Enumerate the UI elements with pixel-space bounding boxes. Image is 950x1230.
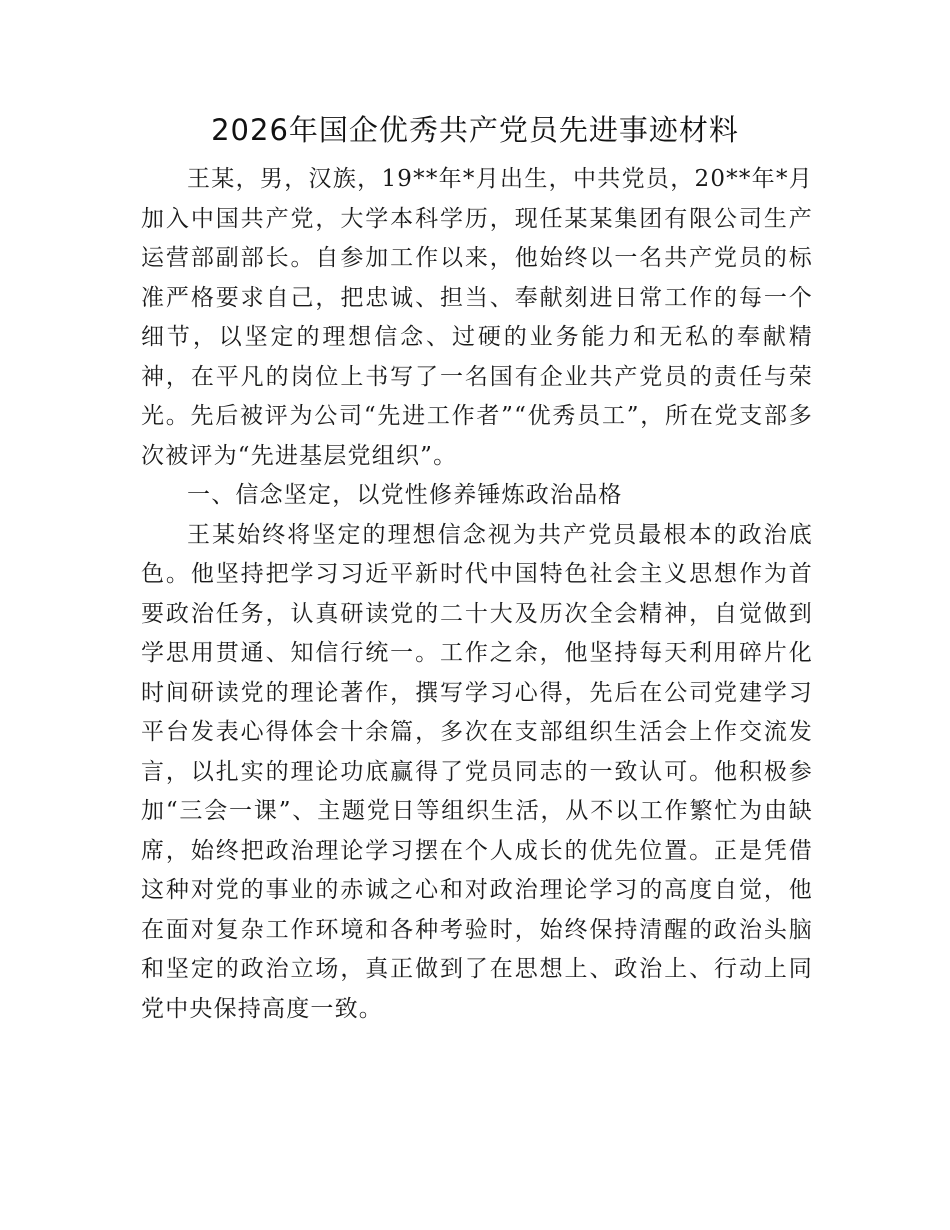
- section-heading: 一、信念坚定，以党性修养锤炼政治品格: [187, 482, 623, 508]
- document-body: [141, 160, 813, 1029]
- intro-paragraph: 王某，男，汉族，19**年*月出生，中共党员，20**年*月加入中国共产党，大学本科学历，现任某某集团有限公司生产运营部副部长。自参加工作以来，他始终以一名共产党员的标准严格要求自己，把忠诚、担当、奉献刻进日常工作的每一个细节，以坚定的理想信念、过硬的业务能力和无私的奉献精神，在平凡的岗位上书写了一名国有企业共产党员的责任与荣光。先后被评为公司“先进工作者”“优秀员工”，所在党支部多次被评为“先进基层党组织”。: [141, 166, 813, 469]
- section-paragraph: 王某始终将坚定的理想信念视为共产党员最根本的政治底色。他坚持把学习习近平新时代中国特色社会主义思想作为首要政治任务，认真研读党的二十大及历次全会精神，自觉做到学思用贯通、知信行统一。工作之余，他坚持每天利用碎片化时间研读党的理论著作，撰写学习心得，先后在公司党建学习平台发表心得体会十余篇，多次在支部组织生活会上作交流发言，以扎实的理论功底赢得了党员同志的一致认可。他积极参加“三会一课”、主题党日等组织生活，从不以工作繁忙为由缺席，始终把政治理论学习摆在个人成长的优先位置。正是凭借这种对党的事业的赤诚之心和对政治理论学习的高度自觉，他在面对复杂工作环境和各种考验时，始终保持清醒的政治头脑和坚定的政治立场，真正做到了在思想上、政治上、行动上同党中央保持高度一致。: [141, 521, 813, 1022]
- document-title: 2026年国企优秀共产党员先进事迹材料: [211, 113, 739, 147]
